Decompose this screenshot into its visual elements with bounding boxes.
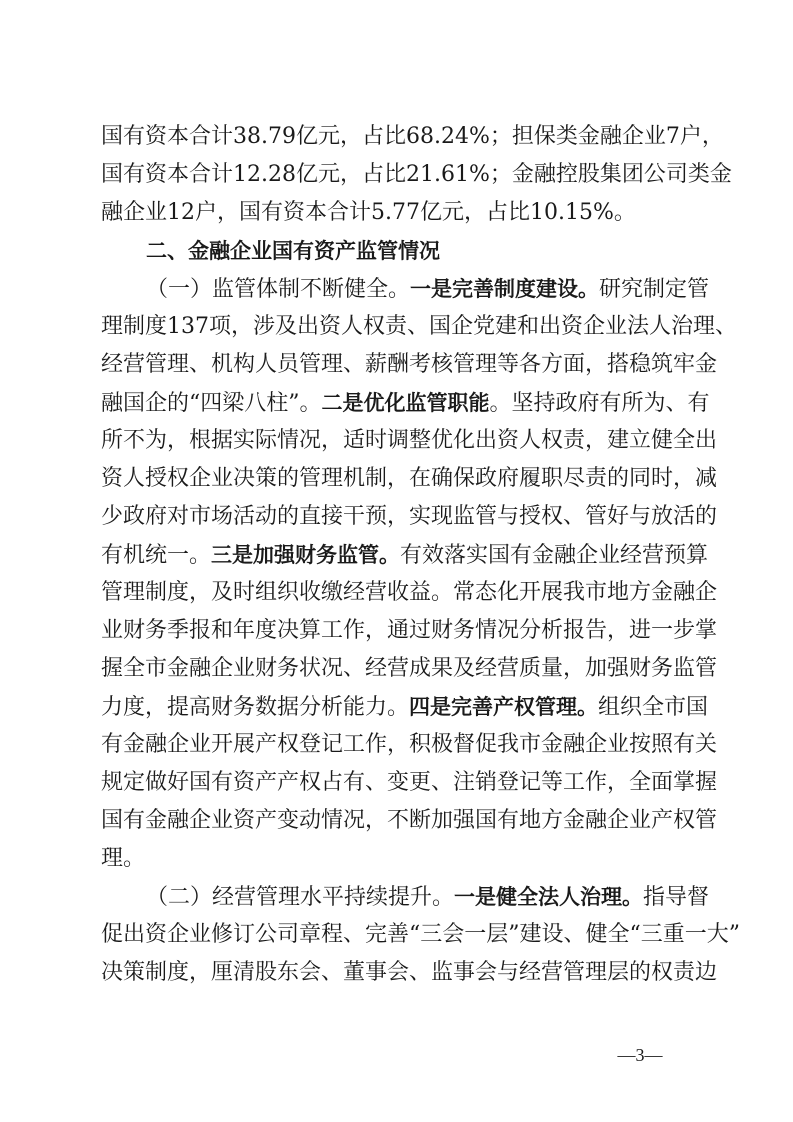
page-number: —3— [617, 1045, 663, 1065]
paragraph-line: 国有金融企业资产变动情况，不断加强国有地方金融企业产权管 [101, 808, 718, 833]
text-run: （二）经营管理水平持续提升。 [146, 885, 455, 910]
bold-run: 一是健全法人治理。 [454, 885, 644, 909]
paragraph-line: 经营管理、机构人员管理、薪酬考核管理等各方面，搭稳筑牢金 [101, 352, 718, 377]
paragraph-line [101, 689, 709, 725]
paragraph-line: 少政府对市场活动的直接干预，实现监管与授权、管好与放活的 [101, 504, 718, 529]
text-run: 组织全市国 [598, 695, 709, 720]
paragraph-line: 所不为，根据实际情况，适时调整优化出资人权责，建立健全出 [101, 428, 718, 453]
paragraph-line [146, 271, 710, 307]
bold-run: 三是加强财务监管。 [211, 543, 401, 567]
paragraph-line: 业财务季报和年度决算工作，通过财务情况分析报告，进一步掌 [101, 618, 718, 643]
paragraph-line: 融企业12户，国有资本合计5.77亿元，占比10.15%。 [101, 200, 636, 225]
paragraph-line [101, 385, 710, 421]
paragraph-line: 理制度137项，涉及出资人权责、国企党建和出资企业法人治理、 [101, 314, 737, 339]
bold-run: 二是优化监管职能 [321, 391, 490, 415]
text-run: 。坚持政府有所为、有 [489, 391, 710, 416]
bold-run: 四是完善产权管理。 [409, 695, 599, 719]
paragraph-line: 决策制度，厘清股东会、董事会、监事会与经营管理层的权责边 [101, 960, 718, 985]
section-heading: 二、金融企业国有资产监管情况 [146, 239, 440, 263]
paragraph-line [101, 537, 709, 573]
text-run: 研究制定管 [599, 277, 710, 302]
text-run: 融国企的“四梁八柱”。 [101, 391, 322, 416]
text-run: （一）监管体制不断健全。 [146, 277, 411, 302]
paragraph-line: 资人授权企业决策的管理机制，在确保政府履职尽责的同时，减 [101, 466, 718, 491]
paragraph-line: 促出资企业修订公司章程、完善“三会一层”建设、健全“三重一大” [101, 922, 740, 947]
paragraph-line: 国有资本合计38.79亿元，占比68.24%；担保类金融企业7户， [101, 124, 724, 149]
paragraph-line: 规定做好国有资产产权占有、变更、注销登记等工作，全面掌握 [101, 770, 718, 795]
paragraph-line: 有金融企业开展产权登记工作，积极督促我市金融企业按照有关 [101, 732, 718, 757]
text-run: 力度，提高财务数据分析能力。 [101, 695, 410, 720]
text-run: 有效落实国有金融企业经营预算 [400, 543, 709, 568]
text-run: 指导督 [643, 885, 710, 910]
paragraph-line: 国有资本合计12.28亿元，占比21.61%；金融控股集团公司类金 [101, 162, 732, 187]
paragraph-line: 管理制度，及时组织收缴经营收益。常态化开展我市地方金融企 [101, 580, 718, 605]
paragraph-line [146, 879, 710, 915]
bold-run: 一是完善制度建设。 [410, 277, 600, 301]
text-run: 有机统一。 [101, 543, 212, 568]
paragraph-line: 理。 [101, 846, 146, 871]
paragraph-line: 握全市金融企业财务状况、经营成果及经营质量，加强财务监管 [101, 656, 718, 681]
